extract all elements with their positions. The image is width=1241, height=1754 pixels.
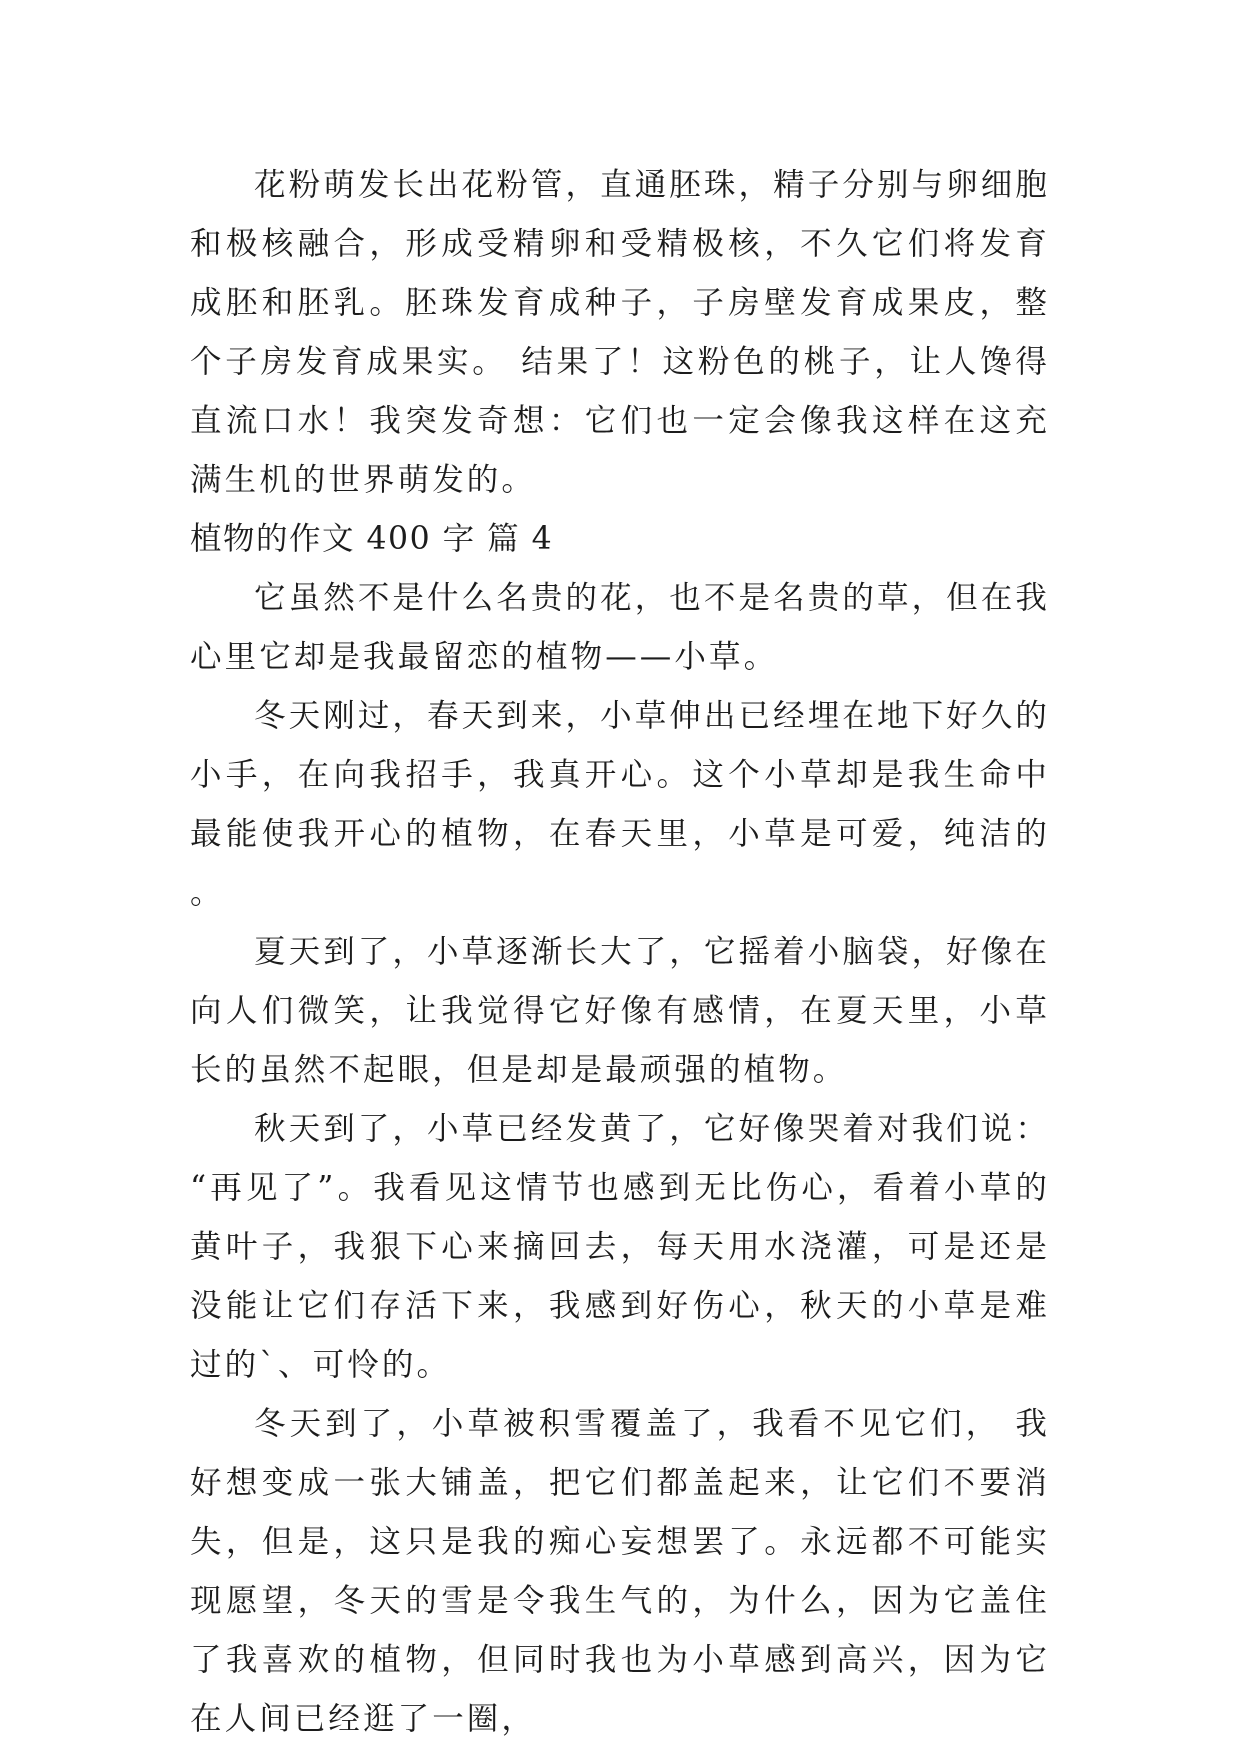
paragraph-pollination: 花粉萌发长出花粉管，直通胚珠，精子分别与卵细胞和极核融合，形成受精卵和受精极核，不久它们将发育成胚和胚乳。胚珠发育成种子，子房壁发育成果皮，整个子房发育成果实。 结果了！这粉色的桃子，让人馋得直流口水！我突发奇想：它们也一定会像我这样在这充满生机的世界萌发的。	[190, 167, 1050, 498]
paragraph-autumn: 秋天到了，小草已经发黄了，它好像哭着对我们说：“再见了”。我看见这情节也感到无比伤心，看着小草的黄叶子，我狠下心来摘回去，每天用水浇灌，可是还是没能让它们存活下来，我感到好伤心，秋天的小草是难过的`、可怜的。	[190, 1111, 1050, 1383]
paragraph-intro: 它虽然不是什么名贵的花，也不是名贵的草，但在我心里它却是我最留恋的植物——小草。	[190, 580, 1050, 675]
paragraph-spring: 冬天刚过，春天到来，小草伸出已经埋在地下好久的小手，在向我招手，我真开心。这个小草却是我生命中最能使我开心的植物，在春天里，小草是可爱，纯洁的。	[190, 698, 1050, 911]
document-body	[190, 156, 1050, 1749]
section-heading: 植物的作文 400 字 篇 4	[190, 521, 554, 557]
paragraph-summer: 夏天到了，小草逐渐长大了，它摇着小脑袋，好像在向人们微笑，让我觉得它好像有感情，在夏天里，小草长的虽然不起眼，但是却是最顽强的植物。	[190, 934, 1050, 1088]
paragraph-winter: 冬天到了，小草被积雪覆盖了，我看不见它们， 我好想变成一张大铺盖，把它们都盖起来，让它们不要消失，但是，这只是我的痴心妄想罢了。永远都不可能实现愿望，冬天的雪是令我生气的，为什么，因为它盖住了我喜欢的植物，但同时我也为小草感到高兴，因为它在人间已经逛了一圈，	[190, 1406, 1050, 1737]
